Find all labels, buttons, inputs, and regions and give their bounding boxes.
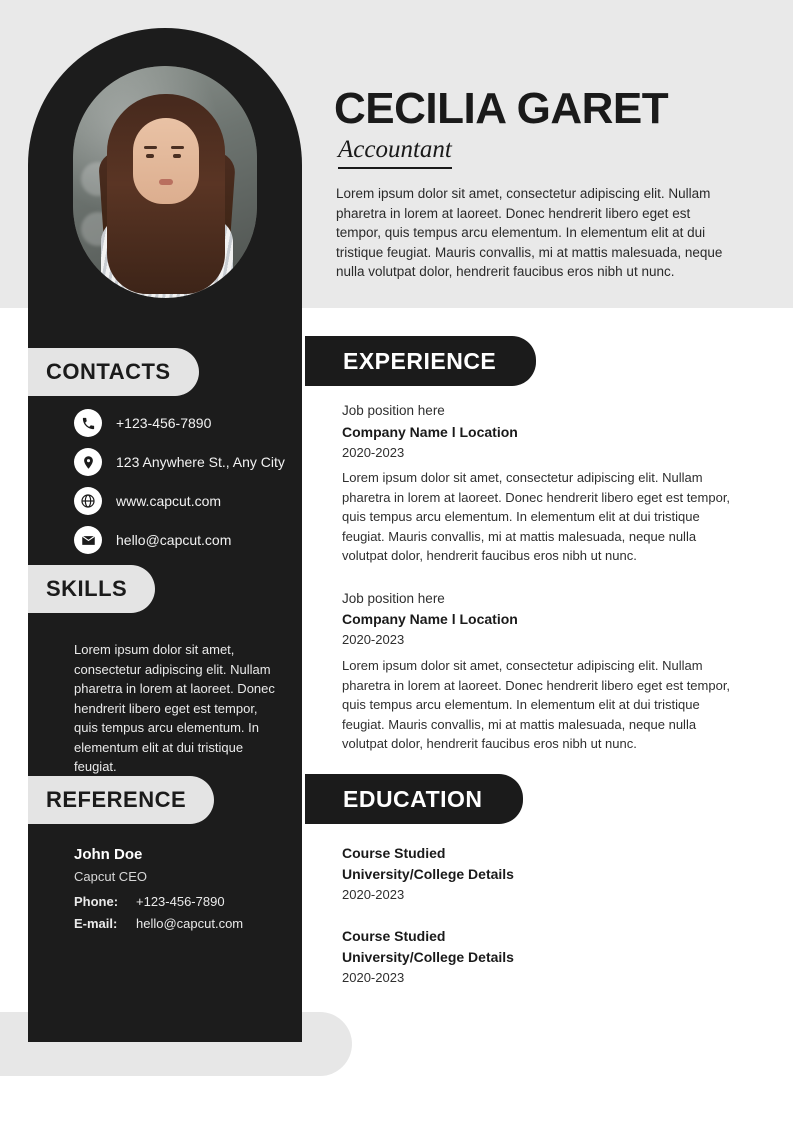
photo-background (73, 66, 257, 298)
reference-email-value: hello@capcut.com (136, 916, 244, 931)
reference-phone-value: +123-456-7890 (136, 894, 225, 909)
location-pin-icon (74, 448, 102, 476)
photo-eye (146, 154, 154, 158)
experience-company: Company Name l Location (342, 611, 518, 627)
contact-row-phone[interactable] (74, 409, 211, 437)
education-school: University/College Details (342, 949, 514, 965)
photo-lips (159, 179, 173, 185)
reference-heading-label: REFERENCE (46, 787, 187, 812)
photo-brow (144, 146, 157, 149)
sidebar (28, 28, 302, 1042)
experience-position: Job position here (342, 591, 445, 606)
photo-face (133, 118, 199, 204)
skills-heading-label: SKILLS (46, 576, 128, 601)
reference-email-row (74, 916, 243, 931)
section-heading-experience (305, 336, 536, 386)
photo-eye (173, 154, 181, 158)
contact-row-address[interactable] (74, 448, 285, 476)
section-heading-contacts (28, 348, 199, 396)
education-heading-label: EDUCATION (343, 785, 483, 812)
reference-phone-row (74, 894, 225, 909)
experience-body: Lorem ipsum dolor sit amet, consectetur adipiscing elit. Nullam pharetra in lorem at laoreet. Donec hendrerit libero eget est tempor, quis tempus arcu elementum. In elementum elit at dui tristique feugiat. Mauris convallis, mi at mattis malesuada, neque nulla volutpat dolor, hendrerit faucibus eros nibh ut nunc. (342, 470, 731, 563)
photo-brow (171, 146, 184, 149)
section-heading-reference (28, 776, 214, 824)
experience-body: Lorem ipsum dolor sit amet, consectetur adipiscing elit. Nullam pharetra in lorem at laoreet. Donec hendrerit libero eget est tempor, quis tempus arcu elementum. In elementum elit at dui tristique feugiat. Mauris convallis, mi at mattis malesuada, neque nulla volutpat dolor, hendrerit faucibus eros nibh ut nunc. (342, 658, 731, 751)
phone-icon (74, 409, 102, 437)
page-title: CECILIA GARET (334, 84, 669, 133)
experience-dates: 2020-2023 (342, 632, 405, 647)
profile-summary: Lorem ipsum dolor sit amet, consectetur adipiscing elit. Nullam pharetra in lorem at laoreet. Donec hendrerit libero eget est tempor, quis tempus arcu elementum. In elementum elit at dui tristique feugiat. Mauris convallis, mi at mattis malesuada, neque nulla volutpat dolor, hendrerit faucibus eros nibh ut nunc. (336, 186, 723, 280)
contact-row-website[interactable] (74, 487, 221, 515)
experience-company: Company Name l Location (342, 424, 518, 440)
envelope-icon (74, 526, 102, 554)
contact-phone-text: +123-456-7890 (116, 415, 212, 431)
contact-address-text: 123 Anywhere St., Any City (116, 454, 285, 470)
experience-dates: 2020-2023 (342, 445, 405, 460)
reference-email-label: E-mail: (74, 916, 118, 931)
contact-website-text: www.capcut.com (116, 493, 222, 509)
reference-phone-label: Phone: (74, 894, 119, 909)
section-heading-skills (28, 565, 155, 613)
contacts-heading-label: CONTACTS (46, 359, 171, 384)
profile-photo (73, 66, 257, 298)
experience-position: Job position here (342, 403, 445, 418)
skills-body-text: Lorem ipsum dolor sit amet, consectetur adipiscing elit. Nullam pharetra in lorem at laoreet. Donec hendrerit libero eget est tempor, quis tempus arcu elementum. In elementum elit at dui tristique feugiat. (74, 642, 275, 774)
education-school: University/College Details (342, 866, 514, 882)
education-dates: 2020-2023 (342, 887, 405, 902)
section-heading-education (305, 774, 523, 824)
globe-icon (74, 487, 102, 515)
experience-heading-label: EXPERIENCE (343, 347, 497, 374)
education-course: Course Studied (342, 928, 446, 944)
job-role-subtitle: Accountant (338, 136, 452, 169)
reference-name: John Doe (74, 846, 143, 863)
contact-email-text: hello@capcut.com (116, 532, 232, 548)
education-dates: 2020-2023 (342, 970, 405, 985)
reference-role: Capcut CEO (74, 869, 147, 884)
contact-row-email[interactable] (74, 526, 231, 554)
education-course: Course Studied (342, 845, 446, 861)
